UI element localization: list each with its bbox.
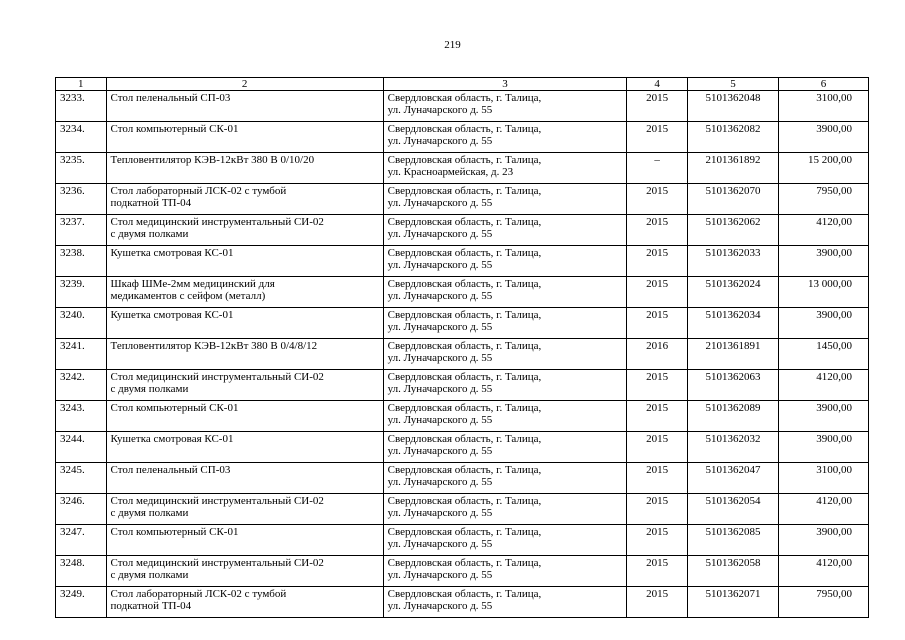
inventory-number-cell: 5101362082	[687, 122, 778, 153]
address-line: Свердловская область, г. Талица,	[387, 557, 542, 569]
price-cell: 3900,00	[778, 246, 868, 277]
page-number: 219	[444, 39, 461, 51]
table-row	[56, 215, 869, 246]
inventory-number-cell: 2101361892	[687, 153, 778, 184]
item-name-line: Стол лабораторный ЛСК-02 с тумбой	[110, 588, 287, 600]
table-body	[56, 91, 869, 618]
item-name-cell	[106, 556, 383, 587]
item-name-line: подкатной ТП-04	[110, 197, 192, 209]
item-name-cell	[106, 246, 383, 277]
row-number-cell: 3233.	[56, 91, 107, 122]
year-cell: 2015	[627, 246, 688, 277]
item-name-line: Стол лабораторный ЛСК-02 с тумбой	[110, 185, 287, 197]
item-name-cell	[106, 494, 383, 525]
year-cell: 2015	[627, 432, 688, 463]
year-cell: 2016	[627, 339, 688, 370]
address-line: ул. Луначарского д. 55	[387, 321, 493, 333]
column-header: 2	[106, 78, 383, 91]
year-cell: 2015	[627, 587, 688, 618]
item-name-line: Кушетка смотровая КС-01	[110, 309, 234, 321]
address-line: ул. Луначарского д. 55	[387, 135, 493, 147]
item-name-cell	[106, 184, 383, 215]
item-name-cell	[106, 463, 383, 494]
table-row	[56, 91, 869, 122]
table-row	[56, 556, 869, 587]
item-name-line: с двумя полками	[110, 569, 189, 581]
price-cell: 7950,00	[778, 587, 868, 618]
address-cell	[383, 215, 627, 246]
address-cell	[383, 463, 627, 494]
table-row	[56, 339, 869, 370]
year-cell: 2015	[627, 184, 688, 215]
table-row	[56, 122, 869, 153]
year-cell: 2015	[627, 277, 688, 308]
price-cell: 4120,00	[778, 494, 868, 525]
address-line: Свердловская область, г. Талица,	[387, 495, 542, 507]
address-cell	[383, 370, 627, 401]
price-cell: 3100,00	[778, 91, 868, 122]
year-cell: 2015	[627, 525, 688, 556]
address-line: ул. Луначарского д. 55	[387, 290, 493, 302]
inventory-number-cell: 5101362058	[687, 556, 778, 587]
address-line: Свердловская область, г. Талица,	[387, 588, 542, 600]
price-cell: 1450,00	[778, 339, 868, 370]
address-line: ул. Луначарского д. 55	[387, 445, 493, 457]
item-name-cell	[106, 91, 383, 122]
price-cell: 7950,00	[778, 184, 868, 215]
address-line: Свердловская область, г. Талица,	[387, 526, 542, 538]
address-line: Свердловская область, г. Талица,	[387, 433, 542, 445]
item-name-line: Кушетка смотровая КС-01	[110, 247, 234, 259]
item-name-cell	[106, 122, 383, 153]
inventory-number-cell: 2101361891	[687, 339, 778, 370]
address-line: Свердловская область, г. Талица,	[387, 278, 542, 290]
table-row	[56, 277, 869, 308]
inventory-number-cell: 5101362048	[687, 91, 778, 122]
address-line: ул. Луначарского д. 55	[387, 507, 493, 519]
item-name-line: Стол медицинский инструментальный СИ-02	[110, 216, 324, 228]
price-cell: 4120,00	[778, 215, 868, 246]
row-number-cell: 3235.	[56, 153, 107, 184]
row-number-cell: 3243.	[56, 401, 107, 432]
row-number-cell: 3239.	[56, 277, 107, 308]
year-cell: 2015	[627, 122, 688, 153]
price-cell: 3100,00	[778, 463, 868, 494]
address-line: Свердловская область, г. Талица,	[387, 92, 542, 104]
table-row	[56, 246, 869, 277]
item-name-cell	[106, 587, 383, 618]
address-cell	[383, 525, 627, 556]
address-cell	[383, 153, 627, 184]
price-cell: 4120,00	[778, 556, 868, 587]
column-header: 3	[383, 78, 627, 91]
address-line: Свердловская область, г. Талица,	[387, 402, 542, 414]
row-number-cell: 3240.	[56, 308, 107, 339]
address-line: ул. Луначарского д. 55	[387, 104, 493, 116]
item-name-line: медикаментов с сейфом (металл)	[110, 290, 266, 302]
year-cell: –	[627, 153, 688, 184]
address-line: Свердловская область, г. Талица,	[387, 340, 542, 352]
row-number-cell: 3244.	[56, 432, 107, 463]
table-row	[56, 184, 869, 215]
column-header: 4	[627, 78, 688, 91]
row-number-cell: 3238.	[56, 246, 107, 277]
year-cell: 2015	[627, 91, 688, 122]
address-line: ул. Луначарского д. 55	[387, 600, 493, 612]
year-cell: 2015	[627, 401, 688, 432]
column-header: 6	[778, 78, 868, 91]
table-row	[56, 308, 869, 339]
inventory-number-cell: 5101362070	[687, 184, 778, 215]
address-cell	[383, 494, 627, 525]
price-cell: 3900,00	[778, 401, 868, 432]
address-cell	[383, 401, 627, 432]
item-name-cell	[106, 432, 383, 463]
address-line: Свердловская область, г. Талица,	[387, 154, 542, 166]
price-cell: 3900,00	[778, 432, 868, 463]
address-line: ул. Луначарского д. 55	[387, 228, 493, 240]
row-number-cell: 3237.	[56, 215, 107, 246]
inventory-number-cell: 5101362063	[687, 370, 778, 401]
item-name-line: Стол пеленальный СП-03	[110, 464, 231, 476]
address-cell	[383, 587, 627, 618]
row-number-cell: 3247.	[56, 525, 107, 556]
year-cell: 2015	[627, 308, 688, 339]
address-cell	[383, 277, 627, 308]
inventory-number-cell: 5101362062	[687, 215, 778, 246]
item-name-line: Стол медицинский инструментальный СИ-02	[110, 371, 324, 383]
item-name-line: Кушетка смотровая КС-01	[110, 433, 234, 445]
item-name-cell	[106, 525, 383, 556]
inventory-number-cell: 5101362047	[687, 463, 778, 494]
address-line: Свердловская область, г. Талица,	[387, 185, 542, 197]
address-cell	[383, 556, 627, 587]
item-name-cell	[106, 308, 383, 339]
item-name-line: с двумя полками	[110, 228, 189, 240]
price-cell: 3900,00	[778, 122, 868, 153]
item-name-line: Шкаф ШМе-2мм медицинский для	[110, 278, 275, 290]
address-line: Свердловская область, г. Талица,	[387, 216, 542, 228]
address-line: ул. Луначарского д. 55	[387, 259, 493, 271]
inventory-number-cell: 5101362054	[687, 494, 778, 525]
table-row	[56, 463, 869, 494]
item-name-line: с двумя полками	[110, 507, 189, 519]
item-name-line: подкатной ТП-04	[110, 600, 192, 612]
inventory-number-cell: 5101362085	[687, 525, 778, 556]
address-line: ул. Красноармейская, д. 23	[387, 166, 514, 178]
item-name-line: Стол медицинский инструментальный СИ-02	[110, 557, 324, 569]
year-cell: 2015	[627, 463, 688, 494]
price-cell: 3900,00	[778, 308, 868, 339]
row-number-cell: 3246.	[56, 494, 107, 525]
inventory-number-cell: 5101362033	[687, 246, 778, 277]
address-cell	[383, 184, 627, 215]
address-cell	[383, 246, 627, 277]
row-number-cell: 3241.	[56, 339, 107, 370]
item-name-line: Стол пеленальный СП-03	[110, 92, 231, 104]
address-cell	[383, 91, 627, 122]
table-row	[56, 401, 869, 432]
item-name-cell	[106, 215, 383, 246]
table-row	[56, 153, 869, 184]
property-table	[55, 77, 869, 618]
row-number-cell: 3234.	[56, 122, 107, 153]
item-name-cell	[106, 401, 383, 432]
address-line: ул. Луначарского д. 55	[387, 476, 493, 488]
address-line: Свердловская область, г. Талица,	[387, 309, 542, 321]
item-name-line: Стол компьютерный СК-01	[110, 123, 239, 135]
inventory-number-cell: 5101362032	[687, 432, 778, 463]
column-header: 1	[56, 78, 107, 91]
inventory-number-cell: 5101362024	[687, 277, 778, 308]
table-row	[56, 370, 869, 401]
address-cell	[383, 339, 627, 370]
item-name-line: Стол компьютерный СК-01	[110, 402, 239, 414]
row-number-cell: 3249.	[56, 587, 107, 618]
inventory-number-cell: 5101362071	[687, 587, 778, 618]
address-line: ул. Луначарского д. 55	[387, 352, 493, 364]
price-cell: 13 000,00	[778, 277, 868, 308]
address-line: Свердловская область, г. Талица,	[387, 123, 542, 135]
item-name-line: Тепловентилятор КЭВ-12кВт 380 В 0/4/8/12	[110, 340, 318, 352]
price-cell: 4120,00	[778, 370, 868, 401]
row-number-cell: 3236.	[56, 184, 107, 215]
address-line: Свердловская область, г. Талица,	[387, 464, 542, 476]
price-cell: 15 200,00	[778, 153, 868, 184]
inventory-number-cell: 5101362089	[687, 401, 778, 432]
price-cell: 3900,00	[778, 525, 868, 556]
table-row	[56, 587, 869, 618]
address-cell	[383, 432, 627, 463]
year-cell: 2015	[627, 556, 688, 587]
address-line: ул. Луначарского д. 55	[387, 197, 493, 209]
address-line: Свердловская область, г. Талица,	[387, 247, 542, 259]
address-line: ул. Луначарского д. 55	[387, 569, 493, 581]
item-name-cell	[106, 153, 383, 184]
item-name-line: Стол компьютерный СК-01	[110, 526, 239, 538]
table-row	[56, 525, 869, 556]
row-number-cell: 3242.	[56, 370, 107, 401]
address-line: ул. Луначарского д. 55	[387, 414, 493, 426]
table-row	[56, 494, 869, 525]
year-cell: 2015	[627, 494, 688, 525]
column-header: 5	[687, 78, 778, 91]
address-line: ул. Луначарского д. 55	[387, 383, 493, 395]
item-name-line: с двумя полками	[110, 383, 189, 395]
row-number-cell: 3248.	[56, 556, 107, 587]
row-number-cell: 3245.	[56, 463, 107, 494]
year-cell: 2015	[627, 370, 688, 401]
item-name-cell	[106, 339, 383, 370]
item-name-line: Тепловентилятор КЭВ-12кВт 380 В 0/10/20	[110, 154, 315, 166]
address-line: ул. Луначарского д. 55	[387, 538, 493, 550]
inventory-number-cell: 5101362034	[687, 308, 778, 339]
item-name-cell	[106, 277, 383, 308]
item-name-cell	[106, 370, 383, 401]
table-row	[56, 432, 869, 463]
header-row	[56, 78, 869, 91]
item-name-line: Стол медицинский инструментальный СИ-02	[110, 495, 324, 507]
address-cell	[383, 122, 627, 153]
address-line: Свердловская область, г. Талица,	[387, 371, 542, 383]
address-cell	[383, 308, 627, 339]
year-cell: 2015	[627, 215, 688, 246]
